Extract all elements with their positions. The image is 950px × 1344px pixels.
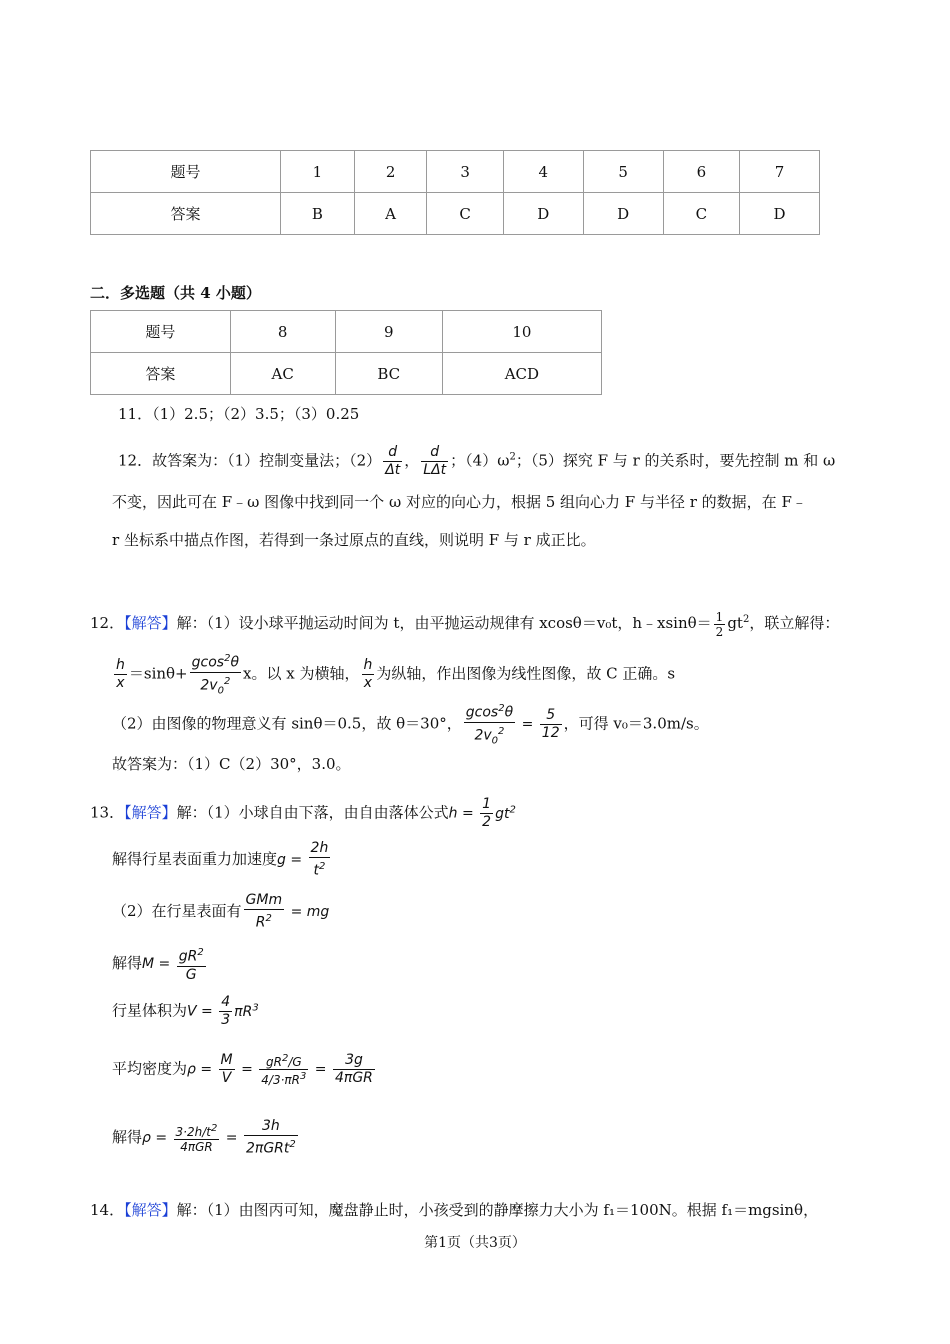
fraction: $\frac{2h}{t^2}$ xyxy=(310,840,329,879)
q13-line7: 解得ρ = $\frac{3\cdot 2h/t^2}{\text{4πGR}}$ = $\frac{3h}{2\pi GRt^2}$ xyxy=(112,1118,296,1157)
fraction: $\frac{\text{GMm}}{R^2}$ xyxy=(245,892,283,931)
table-cell: 5 xyxy=(583,151,663,193)
q12-after: ；（4）ω xyxy=(450,451,510,470)
q13-line1: 13．【解答】解：（1）小球自由下落，由自由落体公式h = $\frac{1}{2}$ $gt^2$ xyxy=(90,796,516,830)
fraction: $\frac{3g}{\text{4πGR}}$ xyxy=(335,1052,373,1086)
fraction: $\frac{5}{12}$ xyxy=(541,707,560,742)
table-cell: ACD xyxy=(442,353,601,395)
table-cell: 题号 xyxy=(91,311,231,353)
table-cell: C xyxy=(427,193,504,235)
section-title: 二．多选题（共 4 小题） xyxy=(90,284,261,302)
table-cell: D xyxy=(503,193,583,235)
table-cell: 7 xyxy=(740,151,820,193)
fraction: $\frac{3h}{2\pi GRt^2}$ xyxy=(246,1118,296,1157)
table-cell: 10 xyxy=(442,311,601,353)
q13-line4: 解得M = $\frac{gR^2}{G}$ xyxy=(112,944,208,984)
q13-line2: 解得行星表面重力加速度g = $\frac{2h}{t^2}$ xyxy=(112,840,329,879)
table-cell: A xyxy=(354,193,427,235)
table-cell: 2 xyxy=(354,151,427,193)
q12-answer-line3: r 坐标系中描点作图，若得到一条过原点的直线，则说明 F 与 r 成正比。 xyxy=(112,531,596,549)
fraction: $\frac{h}{x}$ xyxy=(116,657,125,692)
table-cell: 4 xyxy=(503,151,583,193)
solution-tag: 【解答】 xyxy=(124,1201,177,1219)
fraction: $\frac{1}{2}$ xyxy=(715,609,724,639)
q13-line6: 平均密度为ρ = $\frac{M}{V}$ = $\frac{gR^2/G}{4/3\cdot\pi R^3}$ = $\frac{3g}{\text{4πGR}}$ xyxy=(112,1052,373,1087)
q12-prefix: 12．故答案为：（1）控制变量法；（2） xyxy=(118,451,382,470)
table-cell: 1 xyxy=(281,151,355,193)
table-row xyxy=(91,151,820,193)
table-cell: BC xyxy=(335,353,442,395)
table-cell: C xyxy=(663,193,740,235)
fraction: $\frac{d}{\Delta t}$ xyxy=(385,444,401,478)
q14-line1: 14．【解答】解：（1）由图丙可知，魔盘静止时，小孩受到的静摩擦力大小为 f₁＝100N。根据 f₁＝mgsinθ， xyxy=(90,1201,819,1219)
table-row xyxy=(91,353,602,395)
table-cell: 3 xyxy=(427,151,504,193)
q12-answer-line2: 不变，因此可在 F﹣ω 图像中找到同一个 ω 对应的向心力，根据 5 组向心力 F 与半径 r 的数据，在 F﹣ xyxy=(112,493,807,511)
table-cell: 答案 xyxy=(91,353,231,395)
table-cell: D xyxy=(583,193,663,235)
q12-solution-line4: 故答案为：（1）C（2）30°，3.0。 xyxy=(112,755,351,773)
table-row xyxy=(91,193,820,235)
q12-solution-line1: 12．【解答】解：（1）设小球平抛运动时间为 t，由平抛运动规律有 xcosθ＝v₀t，h﹣xsinθ＝ $\frac{1}{2}$ $gt^2$，联立解得： xyxy=(90,609,840,639)
fraction: $\frac{1}{2}$ xyxy=(482,796,492,830)
q12-solution-line2: $\frac{h}{x}$ ＝sinθ+ $\frac{gcos^2\theta}{2v_0^2}$ x。以 x 为横轴， $\frac{h}{x}$ 为纵轴，作出图像为线性图像，故 C 正确。s xyxy=(112,650,675,699)
table-cell: D xyxy=(740,193,820,235)
fraction: $\frac{M}{V}$ xyxy=(220,1052,233,1086)
q12-answer-line1: 12．故答案为：（1）控制变量法；（2） $\frac{d}{\Delta t}$ ， $\frac{d}{\text{LΔt}}$ ；$(4)\omega^2$；（5）探究 F 与 r 的关系时，要先控制 m 和 ω xyxy=(118,444,836,478)
fraction: $\frac{d}{\text{LΔt}}$ xyxy=(423,444,447,478)
table-cell: B xyxy=(281,193,355,235)
q13-line3: （2）在行星表面有 $\frac{\text{GMm}}{R^2}$ = mg xyxy=(112,892,330,931)
solution-tag: 【解答】 xyxy=(124,614,177,632)
table-cell: AC xyxy=(230,353,335,395)
q12-solution-line3: （2）由图像的物理意义有 sinθ＝0.5，故 θ＝30°， $\frac{gcos^2\theta}{2v_0^2}$ = $\frac{5}{12}$ ，可得 v₀＝3.0m/s。 xyxy=(112,700,709,749)
fraction: $\frac{3\cdot 2h/t^2}{\text{4πGR}}$ xyxy=(175,1122,218,1154)
fraction: $\frac{h}{x}$ xyxy=(363,657,373,692)
fraction: $\frac{gR^2/G}{4/3\cdot\pi R^3}$ xyxy=(261,1053,307,1087)
table-cell: 8 xyxy=(230,311,335,353)
table-cell: 题号 xyxy=(91,151,281,193)
page-footer: 第1页（共3页） xyxy=(424,1235,526,1251)
q12-rest: ；（5）探究 F 与 r 的关系时，要先控制 m 和 ω xyxy=(515,451,836,470)
solution-tag: 【解答】 xyxy=(124,803,177,822)
table-row xyxy=(91,311,602,353)
table-cell: 6 xyxy=(663,151,740,193)
q13-line5: 行星体积为V = $\frac{4}{3}$ $\pi R^3$ xyxy=(112,994,259,1028)
fraction: $\frac{gR^2}{G}$ xyxy=(177,944,206,984)
fraction: $\frac{4}{3}$ xyxy=(221,994,231,1028)
answer-table-single xyxy=(90,150,820,235)
table-cell: 9 xyxy=(335,311,442,353)
table-cell: 答案 xyxy=(91,193,281,235)
q11-answer: 11．（1）2.5；（2）3.5；（3）0.25 xyxy=(118,405,360,423)
fraction: $\frac{gcos^2\theta}{2v_0^2}$ xyxy=(190,650,241,699)
answer-table-multi xyxy=(90,310,602,395)
fraction: $\frac{gcos^2\theta}{2v_0^2}$ xyxy=(464,700,515,749)
